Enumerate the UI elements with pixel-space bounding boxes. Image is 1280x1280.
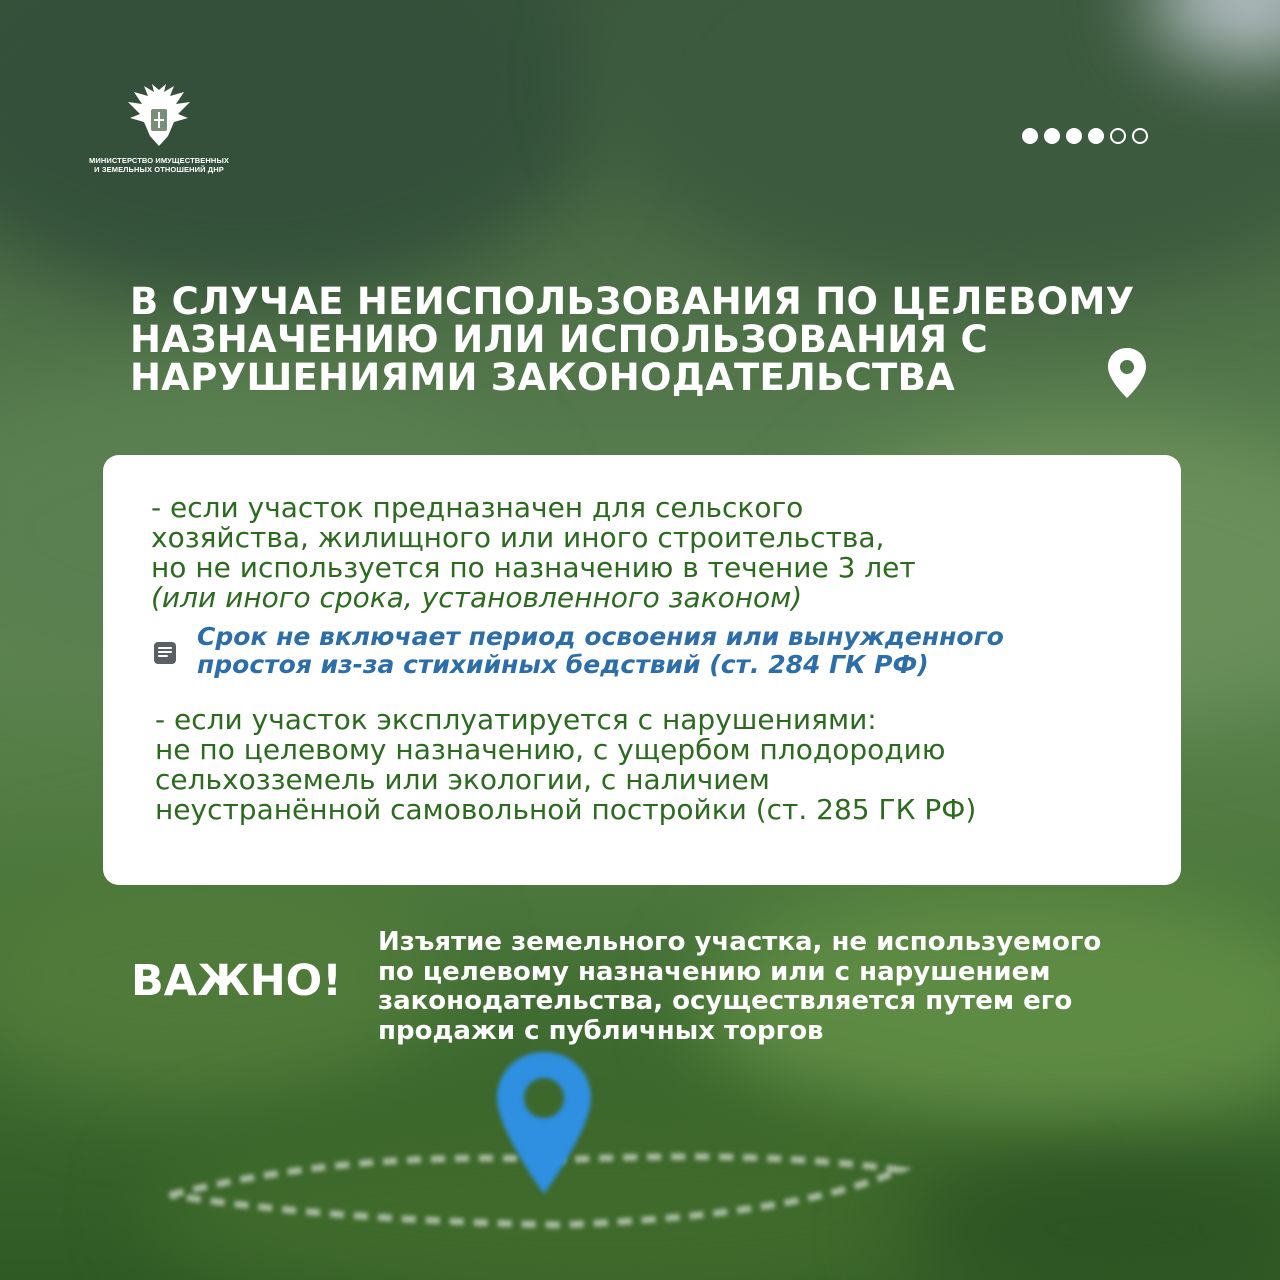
pagination-dot-filled	[1022, 128, 1038, 144]
important-line: продажи с публичных торгов	[378, 1015, 824, 1046]
title-line: НАРУШЕНИЯМИ ЗАКОНОДАТЕЛЬСТВА	[130, 356, 956, 399]
condition-paragraph-2	[155, 705, 976, 825]
condition-paragraph-1	[151, 493, 916, 613]
eagle-emblem-icon	[114, 80, 204, 152]
paragraph-line: но не используется по назначению в течение 3 лет	[151, 551, 916, 584]
important-line: законодательства, осуществляется путем его	[378, 986, 1073, 1016]
pagination-dots	[1022, 128, 1148, 144]
important-line: Изъятие земельного участка, не используемого	[378, 927, 1102, 957]
blue-location-pin-icon	[492, 1048, 596, 1198]
org-name-line2: И ЗЕМЕЛЬНЫХ ОТНОШЕНИЙ ДНР	[94, 165, 224, 174]
important-line: по целевому назначению или с нарушением	[378, 956, 1051, 987]
location-pin-icon	[1106, 346, 1148, 400]
page-title	[130, 280, 1210, 399]
important-label: ВАЖНО!	[131, 956, 342, 1006]
note-line: Срок не включает период освоения или вынужденного	[197, 622, 1004, 651]
info-card	[103, 455, 1181, 885]
pagination-dot-filled	[1066, 128, 1082, 144]
org-name-line1: МИНИСТЕРСТВО ИМУЩЕСТВЕННЫХ	[89, 156, 229, 165]
important-text	[378, 928, 1101, 1046]
paragraph-line: неустранённой самовольной постройки (ст. 285 ГК РФ)	[155, 793, 977, 826]
note-line: простоя из-за стихийных бедствий (ст. 284 ГК РФ)	[197, 650, 929, 679]
document-icon	[153, 641, 177, 665]
pagination-dot-filled	[1044, 128, 1060, 144]
title-line: В СЛУЧАЕ НЕИСПОЛЬЗОВАНИЯ ПО ЦЕЛЕВОМУ	[130, 280, 1135, 323]
paragraph-line: - если участок эксплуатируется с нарушениями:	[155, 703, 877, 736]
paragraph-italic-line: (или иного срока, установленного законом)	[151, 581, 803, 614]
paragraph-line: сельхозземель или экологии, с наличием	[155, 763, 770, 796]
pagination-dot-empty	[1110, 128, 1126, 144]
ministry-logo	[84, 80, 234, 174]
paragraph-line: не по целевому назначению, с ущербом плодородию	[155, 733, 946, 766]
title-line: НАЗНАЧЕНИЮ ИЛИ ИСПОЛЬЗОВАНИЯ С	[130, 318, 988, 361]
pagination-dot-empty	[1132, 128, 1148, 144]
paragraph-line: - если участок предназначен для сельского	[151, 491, 804, 524]
pagination-dot-filled	[1088, 128, 1104, 144]
paragraph-line: хозяйства, жилищного или иного строительства,	[151, 521, 885, 554]
